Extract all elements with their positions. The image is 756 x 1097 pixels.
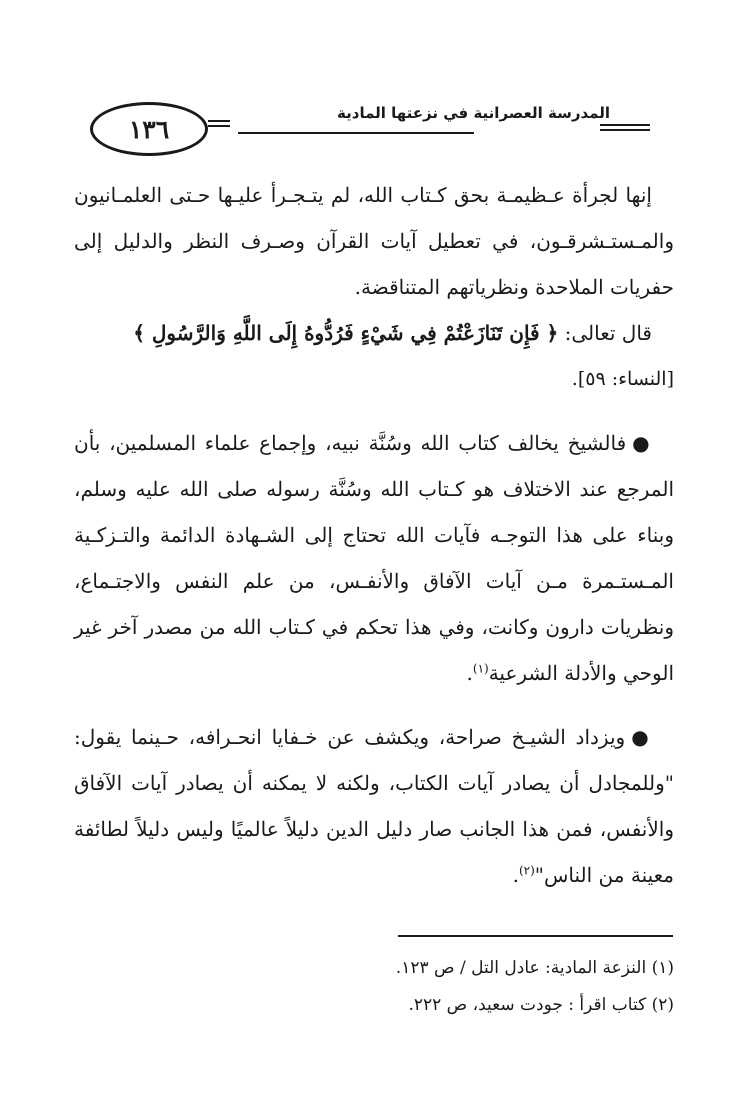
header-double-rule-right bbox=[600, 124, 650, 131]
footnote-separator bbox=[398, 935, 673, 937]
paragraph-4-text: ويزداد الشيـخ صراحة، ويكشف عن خـفايا انحـرافه، حـينما يقول: "وللمجادل أن يصادر آيات الكتاب، ولكنه لا يمكنه أن يصادر آيات الآفاق والأنفس، فمن هذا الجانب صار دليل الدين دليلاً عالميًا وليس دليلاً لطائفة معينة من الناس" bbox=[74, 725, 674, 887]
paragraph-4-end: . bbox=[512, 863, 519, 887]
paragraph-3-text: فالشيخ يخالف كتاب الله وسُنَّة نبيه، وإجماع علماء المسلمين، بأن المرجع عند الاختلاف هو كـتاب الله وسُنَّة رسوله صلى الله عليه وسلم، وبناء على هذا التوجـه فآيات الله تحتاج إلى الشـهادة الدائمة والتـزكـية المـستـمرة مـن آيات الآفاق والأنفـس، من علم النفس والاجتـماع، ونظريات دارون وكانت، وفي هذا تحكم في كـتاب الله من مصدر آخر غير الوحي والأدلة الشرعية bbox=[74, 431, 674, 685]
quran-intro: قال تعالى: bbox=[564, 321, 652, 345]
page-number-oval bbox=[90, 102, 208, 156]
bullet-icon: ● bbox=[632, 431, 652, 455]
footnote-ref-2[interactable]: (٢) bbox=[518, 863, 535, 878]
header-double-rule-left bbox=[208, 120, 230, 127]
header-rule bbox=[238, 132, 474, 134]
paragraph-1: إنها لجرأة عـظيمـة بحق كـتاب الله، لم يتـجـرأ عليـها حـتى العلمـانيون والمـستـشرقـون، في تعطيل آيات القرآن وصـرف النظر والدليل إلى حفريات الملاحدة ونظرياتهم المتناقضة. bbox=[74, 183, 674, 299]
quran-citation: [النساء: ٥٩]. bbox=[571, 368, 674, 390]
page-number: ١٣٦ bbox=[128, 114, 170, 144]
bullet-icon: ● bbox=[631, 725, 652, 749]
running-title: المدرسة العصرانية في نزعتها المادية bbox=[337, 104, 610, 122]
page-header bbox=[90, 92, 650, 172]
main-text bbox=[74, 172, 674, 898]
paragraph-3 bbox=[74, 420, 674, 696]
paragraph-3-end: . bbox=[466, 661, 473, 685]
footnote-1: (١) النزعة المادية: عادل التل / ص ١٢٣. bbox=[395, 958, 674, 978]
paragraph-4 bbox=[74, 714, 674, 898]
footnote-2: (٢) كتاب اقرأ : جودت سعيد، ص ٢٢٢. bbox=[408, 995, 674, 1015]
paragraph-2 bbox=[74, 310, 674, 356]
quran-verse: ﴿ فَإِن تَنَازَعْتُمْ فِي شَيْءٍ فَرُدُّوهُ إِلَى اللَّهِ وَالرَّسُولِ ﴾ bbox=[133, 321, 559, 345]
footnotes bbox=[74, 950, 674, 1024]
footnote-ref-1[interactable]: (١) bbox=[472, 661, 489, 676]
